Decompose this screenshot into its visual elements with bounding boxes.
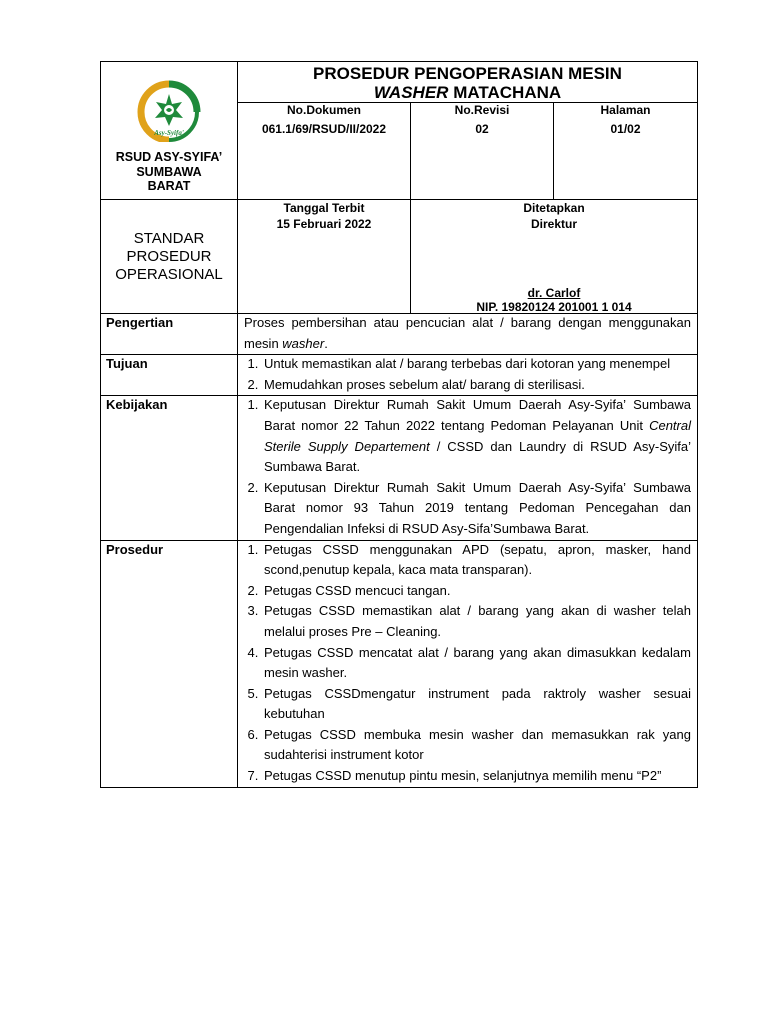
list-item: 7. Petugas CSSD menutup pintu mesin, selanjutnya memilih menu “P2” — [262, 766, 691, 787]
org-name-line1: RSUD ASY-SYIFA’ — [115, 150, 223, 164]
page-value: 01/02 — [610, 122, 641, 136]
doc-number-value: 061.1/69/RSUD/II/2022 — [261, 122, 387, 136]
kebijakan-label: Kebijakan — [101, 396, 238, 540]
signer-nip: NIP. 19820124 201001 1 014 — [476, 300, 632, 314]
sop-document — [100, 61, 697, 788]
org-cell — [101, 62, 238, 200]
pengertian-label: Pengertian — [101, 314, 238, 355]
sop-line1: STANDAR — [133, 229, 205, 247]
issue-date-label: Tanggal Terbit — [283, 201, 365, 215]
prosedur-cell — [238, 540, 698, 787]
sop-table — [100, 61, 698, 788]
pengertian-cell — [238, 314, 698, 355]
issue-date-cell — [238, 200, 411, 314]
revision-label: No.Revisi — [454, 103, 510, 117]
list-item: 5. Petugas CSSDmengatur instrument pada raktroly washer sesuai kebutuhan — [262, 684, 691, 725]
title-rest: MATACHANA — [453, 83, 562, 102]
title-italic: WASHER — [373, 83, 449, 102]
pengertian-text: Proses pembersihan atau pencucian alat / barang dengan menggunakan mesin washer. — [244, 315, 691, 351]
list-item: 1. Untuk memastikan alat / barang terbebas dari kotoran yang menempel — [262, 354, 691, 375]
revision-cell — [411, 103, 554, 200]
sop-line3: OPERASIONAL — [115, 265, 223, 283]
doc-number-cell — [238, 103, 411, 200]
issue-date-value: 15 Februari 2022 — [276, 217, 372, 231]
approval-role: Direktur — [530, 217, 577, 231]
revision-value: 02 — [475, 122, 489, 136]
list-item: 2. Memudahkan proses sebelum alat/ barang di sterilisasi. — [262, 375, 691, 396]
sop-cell — [101, 200, 238, 314]
list-item: 1. Keputusan Direktur Rumah Sakit Umum Daerah Asy-Syifa’ Sumbawa Barat nomor 22 Tahun 2022 tentang Pedoman Pelayanan Unit Central Sterile Supply Departement / CSSD dan Laundry di RSUD Asy-Syifa’ Sumbawa Barat. — [262, 395, 691, 477]
tujuan-list — [238, 354, 691, 395]
list-item: 2. Keputusan Direktur Rumah Sakit Umum Daerah Asy-Syifa’ Sumbawa Barat nomor 93 Tahun 2019 tentang Pedoman Pencegahan dan Pengendalian Infeksi di RSUD Asy-Sifa’Sumbawa Barat. — [262, 478, 691, 540]
list-item: 2. Petugas CSSD mencuci tangan. — [262, 581, 691, 602]
list-item: 4. Petugas CSSD mencatat alat / barang yang akan dimasukkan kedalam mesin washer. — [262, 643, 691, 684]
tujuan-label: Tujuan — [101, 355, 238, 396]
kebijakan-list — [238, 395, 691, 539]
tujuan-cell — [238, 355, 698, 396]
org-name-line2: SUMBAWA — [136, 164, 202, 179]
hospital-logo — [135, 80, 203, 142]
page-label: Halaman — [600, 103, 651, 117]
prosedur-list — [238, 540, 691, 787]
signer-name: dr. Carlof — [527, 286, 581, 300]
org-name-line3: BARAT — [147, 179, 191, 193]
prosedur-label: Prosedur — [101, 540, 238, 787]
doc-number-label: No.Dokumen — [286, 103, 361, 117]
list-item: 3. Petugas CSSD memastikan alat / barang yang akan di washer telah melalui proses Pre – Cleaning. — [262, 601, 691, 642]
approval-cell — [411, 200, 698, 314]
approval-label: Ditetapkan — [523, 201, 585, 215]
list-item: 6. Petugas CSSD membuka mesin washer dan memasukkan rak yang sudahterisi instrument kotor — [262, 725, 691, 766]
kebijakan-cell — [238, 396, 698, 540]
list-item: 1. Petugas CSSD menggunakan APD (sepatu, apron, masker, hand scond,penutup kepala, kaca mata transparan). — [262, 540, 691, 581]
document-title — [238, 62, 698, 103]
logo-text: Asy-Syifa' — [154, 129, 184, 137]
title-line1: PROSEDUR PENGOPERASIAN MESIN — [313, 64, 622, 83]
sop-line2: PROSEDUR — [126, 247, 212, 265]
page-cell — [554, 103, 698, 200]
